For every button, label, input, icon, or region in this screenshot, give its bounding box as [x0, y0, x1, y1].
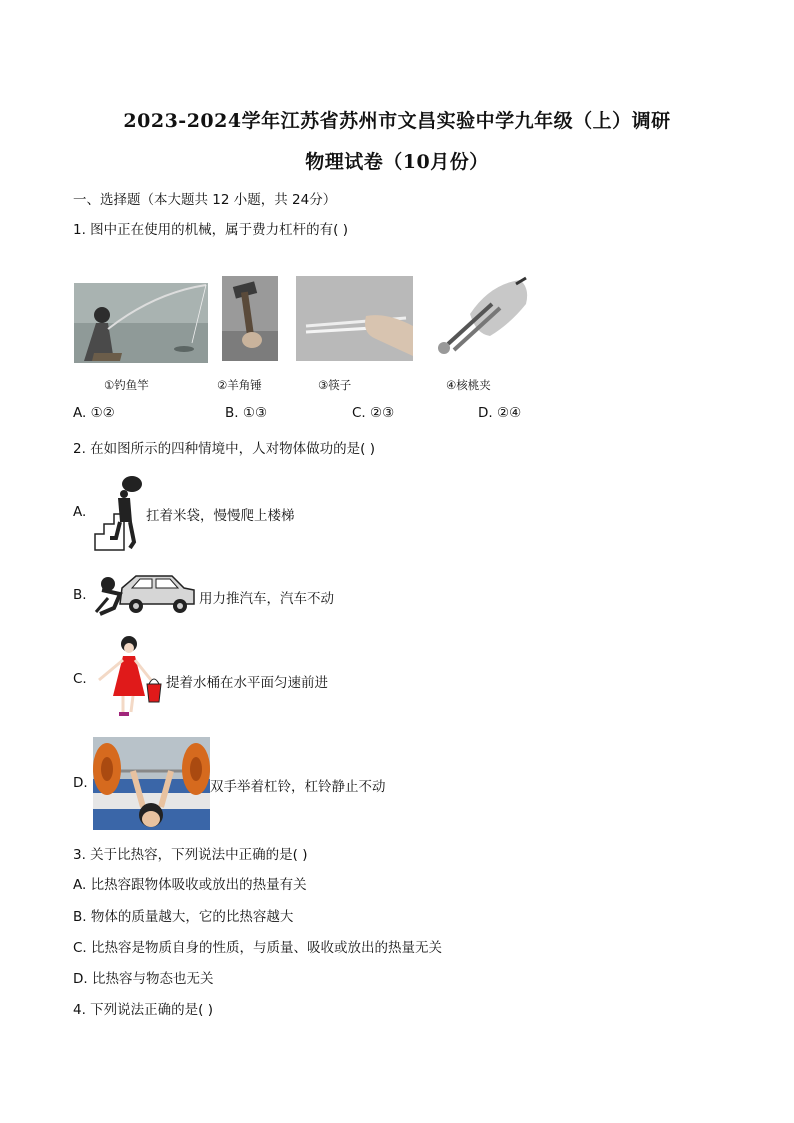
claw-hammer-image [222, 276, 278, 361]
chopsticks-image [296, 276, 413, 361]
caption-fishing-rod: ①钓鱼竿 [104, 378, 149, 392]
pushing-car-image [92, 570, 196, 618]
exam-title-line1: 2023-2024学年江苏省苏州市文昌实验中学九年级（上）调研 [123, 110, 671, 132]
q3-option-a[interactable]: A. 比热容跟物体吸收或放出的热量有关 [73, 877, 307, 893]
q3-option-c[interactable]: C. 比热容是物质自身的性质，与质量、吸收或放出的热量无关 [73, 940, 443, 956]
exam-title-line2: 物理试卷（10月份） [305, 151, 489, 173]
caption-nutcracker: ④核桃夹 [446, 378, 491, 392]
caption-chopsticks: ③筷子 [318, 378, 352, 392]
q1-option-b[interactable]: B. ①③ [225, 405, 268, 421]
section-heading: 一、选择题（本大题共 12 小题，共 24分） [73, 192, 337, 208]
q3-option-d[interactable]: D. 比热容与物态也无关 [73, 971, 214, 987]
q2-option-d-text[interactable]: 双手举着杠铃，杠铃静止不动 [210, 779, 386, 795]
nutcracker-image [430, 274, 530, 364]
question-1-stem: 1. 图中正在使用的机械，属于费力杠杆的有( ) [73, 222, 348, 238]
q1-option-a[interactable]: A. ①② [73, 405, 115, 421]
question-3-stem: 3. 关于比热容，下列说法中正确的是( ) [73, 847, 308, 863]
caption-claw-hammer: ②羊角锤 [217, 378, 262, 392]
q2-option-a-text[interactable]: 扛着米袋，慢慢爬上楼梯 [146, 508, 295, 524]
carrying-bucket-image [95, 636, 165, 722]
q2-option-a-letter[interactable]: A. [73, 504, 87, 520]
climbing-stairs-image [94, 472, 146, 552]
q1-option-c[interactable]: C. ②③ [352, 405, 395, 421]
q1-option-d[interactable]: D. ②④ [478, 405, 522, 421]
q2-option-c-text[interactable]: 提着水桶在水平面匀速前进 [166, 675, 328, 691]
q2-option-b-letter[interactable]: B. [73, 587, 87, 603]
q2-option-c-letter[interactable]: C. [73, 671, 87, 687]
q2-option-b-text[interactable]: 用力推汽车，汽车不动 [199, 591, 334, 607]
question-4-stem: 4. 下列说法正确的是( ) [73, 1002, 213, 1018]
fishing-rod-image [74, 283, 208, 363]
q2-option-d-letter[interactable]: D. [73, 775, 88, 791]
question-2-stem: 2. 在如图所示的四种情境中，人对物体做功的是( ) [73, 441, 375, 457]
weightlifting-image [93, 737, 210, 830]
q3-option-b[interactable]: B. 物体的质量越大，它的比热容越大 [73, 909, 294, 925]
